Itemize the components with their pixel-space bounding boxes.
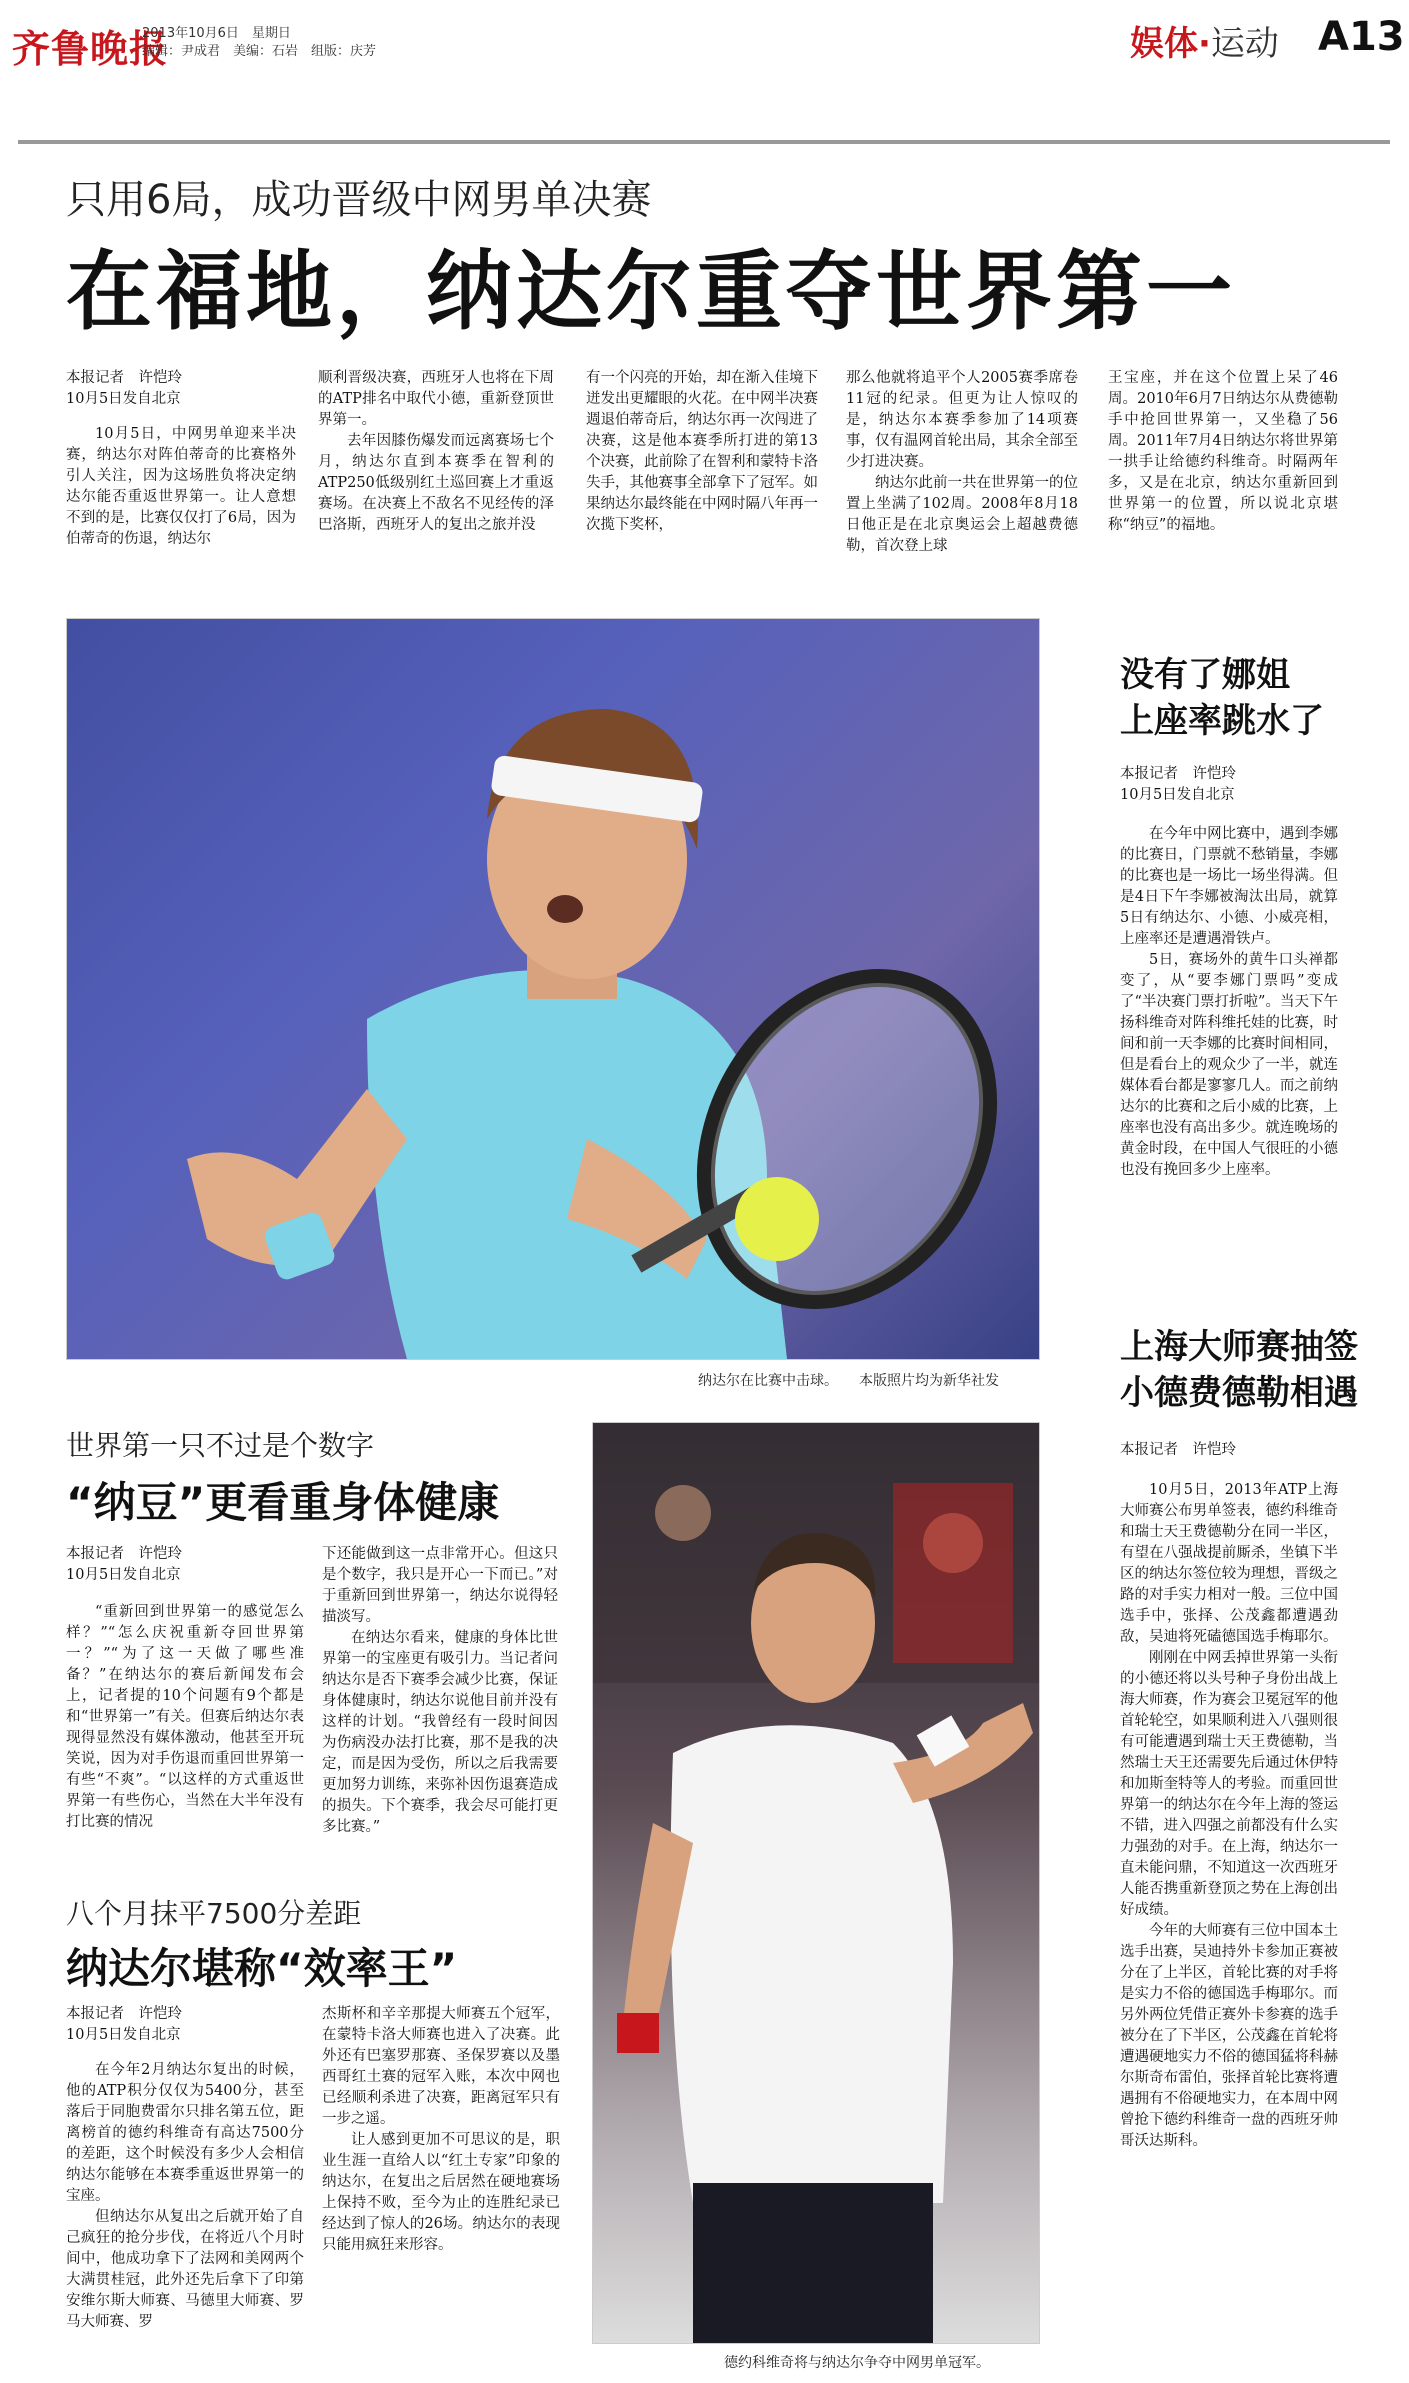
story3-column-2 <box>322 2004 560 2256</box>
section-secondary: 运动 <box>1210 24 1279 64</box>
title-line: 上座率跳水了 <box>1120 701 1324 741</box>
paragraph: 去年因膝伤爆发而远离赛场七个月，纳达尔直到本赛季在智利的ATP250低级别红土巡回赛上才重返赛场。在决赛上不敌名不见经传的泽巴洛斯，西班牙人的复出之旅并没 <box>318 433 554 533</box>
page-number: A13 <box>1318 14 1405 60</box>
paragraph: 10月5日，2013年ATP上海大师赛公布男单签表，德约科维奇和瑞士天王费德勒分在同一半区，有望在八强战提前厮杀，坐镇下半区的纳达尔签位较为理想，晋级之路的对手实力相对一般。三位中国选手中，张择、公茂鑫都遭遇劲敌，吴迪将死磕德国选手梅耶尔。 <box>1120 1482 1338 1645</box>
sidebar2-title <box>1120 1324 1358 1416</box>
section-name <box>1130 16 1279 65</box>
issue-date: 2013年10月6日 星期日 <box>142 26 291 41</box>
story2-kicker: 世界第一只不过是个数字 <box>66 1429 375 1462</box>
editor-credits: 编辑：尹成君 美编：石岩 组版：庆芳 <box>142 44 377 59</box>
byline-place: 10月5日发自北京 <box>1120 787 1235 803</box>
paragraph: 让人感到更加不可思议的是，职业生涯一直给人以“红土专家”印象的纳达尔，在复出之后居然在硬地赛场上保持不败，至今为止的连胜纪录已经达到了惊人的26场。纳达尔的表现只能用疯狂来形容。 <box>322 2132 560 2253</box>
paragraph: 有一个闪亮的开始，却在渐入佳境下迸发出更耀眼的火花。在中网半决赛週退伯蒂奇后，纳达尔再一次闯进了决赛，这是他本赛季所打进的第13个决赛，此前除了在智利和蒙特卡洛失手，其他赛事全部拿下了冠军。如果纳达尔最终能在中网时隔八年再一次揽下奖杯， <box>586 370 818 533</box>
paragraph: 王宝座，并在这个位置上呆了46周。2010年6月7日纳达尔从费德勒手中抢回世界第一，又坐稳了56周。2011年7月4日纳达尔将世界第一拱手让给德约科维奇。时隔两年多，又是在北京，纳达尔重新回到世界第一的位置，所以说北京堪称“纳豆”的福地。 <box>1108 370 1338 533</box>
story3-column-1 <box>66 2060 304 2333</box>
nadal-photo <box>66 618 1040 1360</box>
caption-text: 纳达尔在比赛中击球。 <box>698 1373 831 1389</box>
byline-place: 10月5日发自北京 <box>66 2027 181 2043</box>
title-line: 没有了娜姐 <box>1120 655 1290 695</box>
story3-byline <box>66 2004 304 2046</box>
byline-reporter: 本报记者 许恺玲 <box>66 2006 182 2022</box>
nadal-photo-illustration <box>67 619 1039 1359</box>
section-primary: 娱体 <box>1130 24 1198 64</box>
byline-reporter: 本报记者 许恺玲 <box>1120 766 1236 782</box>
paragraph: 今年的大师赛有三位中国本土选手出赛，吴迪持外卡参加正赛被分在了上半区，首轮比赛的对手将是实力不俗的德国选手梅耶尔。而另外两位凭借正赛外卡参赛的选手被分在了下半区，公茂鑫在首轮将遭遇硬地实力不俗的德国猛将科赫尔斯奇布雷伯，张择首轮比赛将遭遇拥有不俗硬地实力，在本周中网曾抢下德约科维奇一盘的西班牙帅哥沃达斯科。 <box>1120 1923 1338 2149</box>
paragraph: 下还能做到这一点非常开心。但这只是个数字，我只是开心一下而已。”对于重新回到世界第一，纳达尔说得轻描淡写。 <box>322 1546 558 1625</box>
sidebar1-body <box>1120 824 1338 1181</box>
byline-reporter: 本报记者 许恺玲 <box>66 1546 182 1562</box>
paragraph: 10月5日，中网男单迎来半决赛，纳达尔对阵伯蒂奇的比赛格外引人关注，因为这场胜负将决定纳达尔能否重返世界第一。让人意想不到的是，比赛仅仅打了6局，因为伯蒂奇的伤退，纳达尔 <box>66 426 296 547</box>
lead-column-3 <box>586 368 818 536</box>
paragraph: 5日，赛场外的黄牛口头禅都变了，从“要李娜门票吗”变成了“半决赛门票打折啦”。当天下午扬科维奇对阵科维托娃的比赛，时间和前一天李娜的比赛时间相同，但是看台上的观众少了一半，就连媒体看台都是寥寥几人。而之前纳达尔的比赛和之后小威的比赛，上座率也没有高出多少。就连晚场的黄金时段，在中国人气很旺的小德也没有挽回多少上座率。 <box>1120 952 1338 1178</box>
sidebar2-byline <box>1120 1440 1338 1461</box>
lead-headline: 在福地，纳达尔重夺世界第一 <box>66 242 1236 342</box>
lead-column-2 <box>318 368 554 536</box>
sidebar1-byline <box>1120 764 1338 806</box>
lead-kicker: 只用6局，成功晋级中网男单决赛 <box>66 177 652 223</box>
story3-headline: 纳达尔堪称“效率王” <box>66 1944 458 1993</box>
story2-column-2 <box>322 1544 558 1838</box>
djokovic-photo-illustration <box>593 1423 1039 2343</box>
paragraph: 杰斯杯和辛辛那提大师赛五个冠军，在蒙特卡洛大师赛也进入了决赛。此外还有巴塞罗那赛、圣保罗赛以及墨西哥红土赛的冠军入账，本次中网也已经顺利杀进了决赛，距离冠军只有一步之遥。 <box>322 2006 560 2127</box>
lead-byline <box>66 368 296 410</box>
paragraph: “重新回到世界第一的感觉怎么样？”“怎么庆祝重新夺回世界第一？”“为了这一天做了哪些准备？”在纳达尔的赛后新闻发布会上，记者提的10个问题有9个都是和“世界第一”有关。但赛后纳达尔表现得显然没有媒体激动，他甚至开玩笑说，因为对手伤退而重回世界第一有些“不爽”。“以这样的方式重返世界第一有些伤心，当然在大半年没有打比赛的情况 <box>66 1604 304 1830</box>
photo1-caption <box>698 1370 999 1390</box>
story3-kicker: 八个月抹平7500分差距 <box>66 1897 362 1930</box>
paragraph: 但纳达尔从复出之后就开始了自己疯狂的抢分步伐，在将近八个月时间中，他成功拿下了法网和美网两个大满贯桂冠，此外还先后拿下了印第安维尔斯大师赛、马德里大师赛、罗马大师赛、罗 <box>66 2209 304 2330</box>
paragraph: 在今年中网比赛中，遇到李娜的比赛日，门票就不愁销量，李娜的比赛也是一场比一场坐得满。但是4日下午李娜被淘汰出局，就算5日有纳达尔、小德、小威亮相，上座率还是遭遇滑铁卢。 <box>1120 826 1338 947</box>
header-divider <box>18 140 1390 144</box>
sidebar1-title <box>1120 652 1324 744</box>
newspaper-logo: 齐鲁晚报 <box>12 26 169 71</box>
byline-reporter: 本报记者 许恺玲 <box>1120 1442 1236 1458</box>
djokovic-photo <box>592 1422 1040 2344</box>
section-separator: · <box>1198 24 1211 64</box>
paragraph: 顺利晋级决赛，西班牙人也将在下周的ATP排名中取代小德，重新登顶世界第一。 <box>318 370 554 428</box>
paragraph: 那么他就将追平个人2005赛季席卷11冠的纪录。但更为让人惊叹的是，纳达尔本赛季参加了14项赛事，仅有温网首轮出局，其余全部至少打进决赛。 <box>846 370 1078 470</box>
title-line: 小德费德勒相遇 <box>1120 1373 1358 1413</box>
photo2-caption: 德约科维奇将与纳达尔争夺中网男单冠军。 <box>724 2355 990 2371</box>
byline-reporter: 本报记者 许恺玲 <box>66 370 182 386</box>
lead-column-4 <box>846 368 1078 557</box>
byline-place: 10月5日发自北京 <box>66 391 181 407</box>
photo-credit: 本版照片均为新华社发 <box>859 1373 999 1389</box>
title-line: 上海大师赛抽签 <box>1120 1327 1358 1367</box>
story2-headline: “纳豆”更看重身体健康 <box>66 1478 500 1527</box>
paragraph: 纳达尔此前一共在世界第一的位置上坐满了102周。2008年8月18日他正是在北京奥运会上超越费德勒，首次登上球 <box>846 475 1078 554</box>
paragraph: 刚刚在中网丢掉世界第一头衔的小德还将以头号种子身份出战上海大师赛，作为赛会卫冕冠军的他首轮轮空，如果顺利进入八强则很有可能遭遇到瑞士天王费德勒，当然瑞士天王还需要先后通过休伊特和加斯奎特等人的考验。而重回世界第一的纳达尔在今年上海的签运不错，进入四强之前都没有什么实力强劲的对手。在上海，纳达尔一直未能问鼎，不知道这一次西班牙人能否携重新登顶之势在上海创出好成绩。 <box>1120 1650 1338 1918</box>
paragraph: 在纳达尔看来，健康的身体比世界第一的宝座更有吸引力。当记者问纳达尔是否下赛季会减少比赛，保证身体健康时，纳达尔说他目前并没有这样的计划。“我曾经有一段时间因为伤病没办法打比赛，那不是我的决定，而是因为受伤，所以之后我需要更加努力训练，来弥补因伤退赛造成的损失。下个赛季，我会尽可能打更多比赛。” <box>322 1630 558 1835</box>
lead-column-1 <box>66 424 296 550</box>
story2-column-1 <box>66 1602 304 1833</box>
sidebar2-body <box>1120 1480 1338 2152</box>
byline-place: 10月5日发自北京 <box>66 1567 181 1583</box>
paragraph: 在今年2月纳达尔复出的时候，他的ATP积分仅仅为5400分，甚至落后于同胞费雷尔只排名第五位，距离榜首的德约科维奇有高达7500分的差距，这个时候没有多少人会相信纳达尔能够在本赛季重返世界第一的宝座。 <box>66 2062 304 2204</box>
lead-column-5 <box>1108 368 1338 536</box>
story2-byline <box>66 1544 304 1586</box>
